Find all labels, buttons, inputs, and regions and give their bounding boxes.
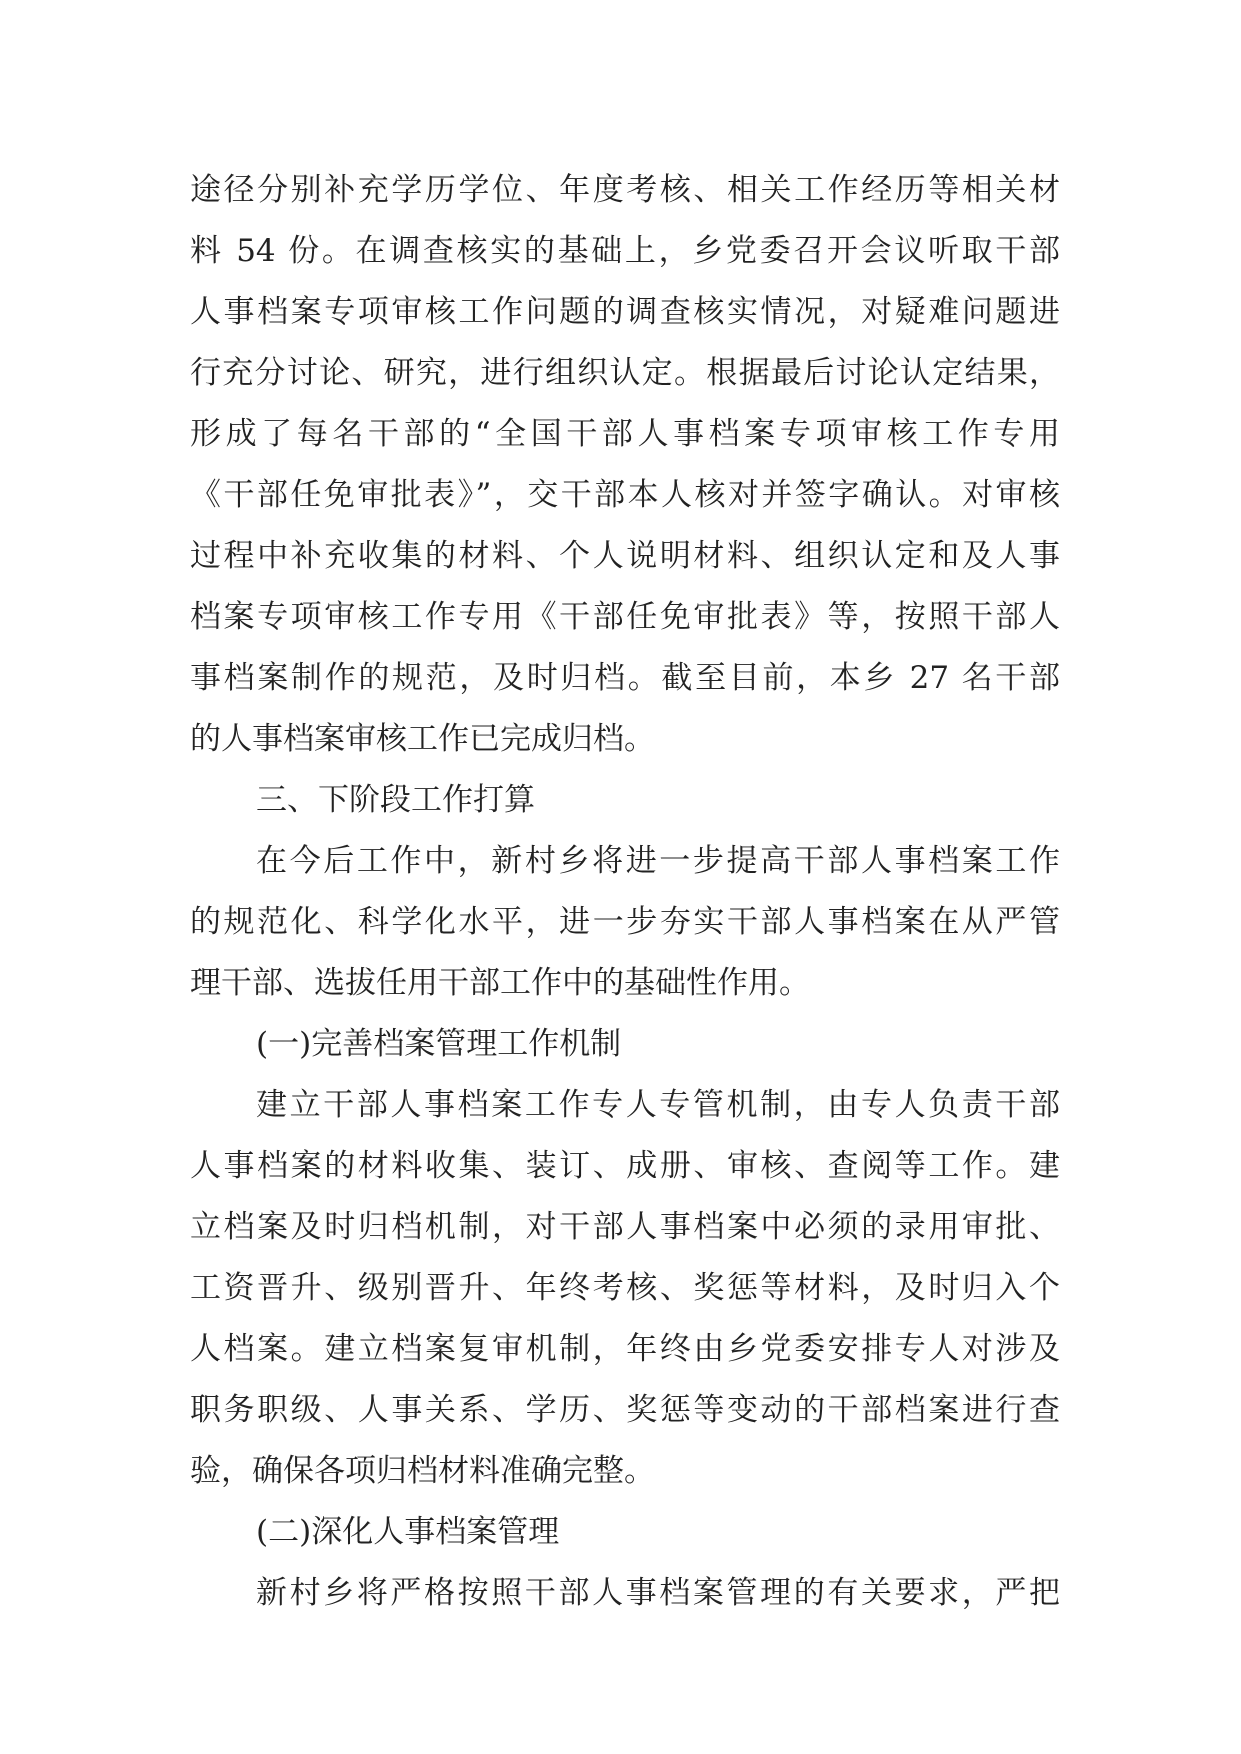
text-line: 新村乡将严格按照干部人事档案管理的有关要求，严把 <box>256 1575 1060 1611</box>
text-line: 的人事档案审核工作已完成归档。 <box>190 721 655 757</box>
text-line: 的规范化、科学化水平，进一步夯实干部人事档案在从严管 <box>190 904 1060 940</box>
text-line: 立档案及时归档机制，对干部人事档案中必须的录用审批、 <box>190 1209 1060 1245</box>
text-line: 过程中补充收集的材料、个人说明材料、组织认定和及人事 <box>190 538 1060 574</box>
text-line: 《干部任免审批表》”，交干部本人核对并签字确认。对审核 <box>190 477 1060 513</box>
document-body <box>190 160 1060 1624</box>
text-line: 档案专项审核工作专用《干部任免审批表》等，按照干部人 <box>190 599 1060 635</box>
text-line: 理干部、选拔任用干部工作中的基础性作用。 <box>190 965 810 1001</box>
text-line: 形成了每名干部的“全国干部人事档案专项审核工作专用 <box>190 416 1060 452</box>
subsection-heading-1: (一)完善档案管理工作机制 <box>256 1026 622 1062</box>
text-line: 人事档案专项审核工作问题的调查核实情况，对疑难问题进 <box>190 294 1060 330</box>
text-line: 建立干部人事档案工作专人专管机制，由专人负责干部 <box>256 1087 1060 1123</box>
text-line: 事档案制作的规范，及时归档。截至目前，本乡 27 名干部 <box>190 660 1060 696</box>
section-heading-3: 三、下阶段工作打算 <box>256 782 535 818</box>
text-line: 人事档案的材料收集、装订、成册、审核、查阅等工作。建 <box>190 1148 1060 1184</box>
subsection-heading-2: (二)深化人事档案管理 <box>256 1514 560 1550</box>
text-line: 途径分别补充学历学位、年度考核、相关工作经历等相关材 <box>190 172 1060 208</box>
text-line: 行充分讨论、研究，进行组织认定。根据最后讨论认定结果， <box>190 355 1060 391</box>
text-line: 职务职级、人事关系、学历、奖惩等变动的干部档案进行查 <box>190 1392 1060 1428</box>
text-line: 在今后工作中，新村乡将进一步提高干部人事档案工作 <box>256 843 1060 879</box>
text-line: 工资晋升、级别晋升、年终考核、奖惩等材料，及时归入个 <box>190 1270 1060 1306</box>
text-line: 人档案。建立档案复审机制，年终由乡党委安排专人对涉及 <box>190 1331 1060 1367</box>
text-line: 验，确保各项归档材料准确完整。 <box>190 1453 655 1489</box>
text-line: 料 54 份。在调查核实的基础上，乡党委召开会议听取干部 <box>190 233 1060 269</box>
